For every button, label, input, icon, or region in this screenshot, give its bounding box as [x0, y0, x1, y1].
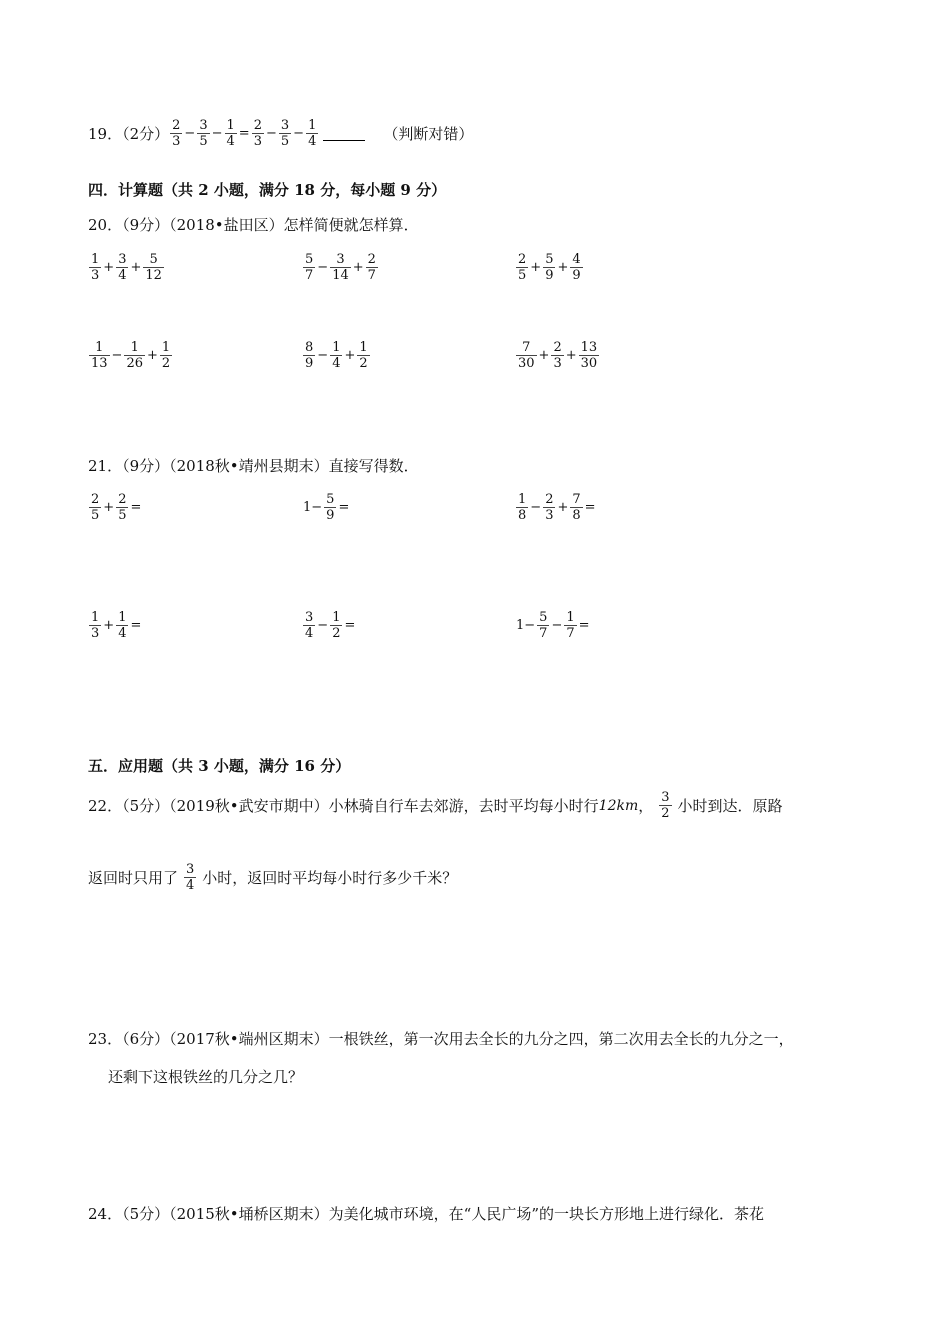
fraction	[303, 610, 315, 641]
fraction-denominator: 4	[118, 626, 127, 641]
operator: =	[338, 500, 350, 515]
fraction-denominator: 9	[545, 268, 554, 283]
fraction-numerator: 1	[118, 610, 127, 625]
fraction-numerator: 1	[226, 118, 235, 133]
q21-expression-2	[302, 492, 350, 523]
fraction-denominator: 14	[332, 268, 349, 283]
operator: +	[103, 618, 115, 633]
operator: +	[352, 260, 364, 275]
fraction-numerator: 7	[522, 340, 531, 355]
fraction-numerator: 4	[572, 252, 581, 267]
fraction	[366, 252, 378, 283]
section-5-heading: 五．应用题（共 3 小题，满分 16 分）	[88, 757, 351, 775]
fraction-denominator: 5	[518, 268, 527, 283]
fraction-numerator: 3	[280, 118, 290, 133]
fraction-numerator: 1	[161, 340, 171, 355]
fraction-numerator: 1	[130, 340, 139, 355]
q20-expression-4	[88, 340, 173, 371]
fraction-numerator: 2	[553, 340, 562, 355]
fraction	[303, 252, 315, 283]
return-time-fraction	[184, 862, 196, 893]
operator: +	[130, 260, 142, 275]
q21-expression-3	[515, 492, 597, 523]
fraction-numerator: 3	[118, 252, 127, 267]
fraction-denominator: 7	[539, 626, 548, 641]
answer-blank[interactable]	[323, 126, 365, 141]
q21-expression-1	[88, 492, 142, 523]
fraction-numerator: 8	[305, 340, 314, 355]
fraction-numerator: 3	[186, 862, 195, 877]
fraction	[116, 252, 128, 283]
operator: −	[265, 126, 277, 141]
operator: =	[344, 618, 356, 633]
fraction-denominator: 9	[305, 356, 314, 371]
question-22-text-d: 小时，返回时平均每小时行多少千米？	[202, 869, 458, 887]
fraction	[306, 118, 318, 149]
fraction-denominator: 5	[91, 508, 100, 523]
fraction-numerator: 2	[367, 252, 376, 267]
fraction-denominator: 3	[172, 134, 181, 149]
fraction	[570, 492, 582, 523]
fraction	[89, 492, 101, 523]
fraction-numerator: 3	[199, 118, 208, 133]
fraction-numerator: 1	[332, 610, 341, 625]
fraction	[143, 252, 164, 283]
q20-expression-6	[515, 340, 600, 371]
fraction-numerator: 2	[545, 492, 554, 507]
question-23-line-1: 23．（6分）（2017秋•端州区期末）一根铁丝，第一次用去全长的九分之四，第二次用去全长的九分之一，	[88, 1030, 794, 1048]
fraction	[543, 492, 555, 523]
fraction-numerator: 1	[91, 610, 100, 625]
fraction-numerator: 3	[305, 610, 314, 625]
fraction-denominator: 30	[518, 356, 535, 371]
q21-expression-6	[515, 610, 591, 641]
operator: +	[344, 348, 356, 363]
fraction-numerator: 7	[572, 492, 581, 507]
question-20-label: 20．（9分）（2018•盐田区）怎样简便就怎样算．	[88, 216, 419, 234]
question-19-suffix: （判断对错）	[383, 125, 474, 143]
q20-expression-5	[302, 340, 371, 371]
operator: +	[538, 348, 550, 363]
fraction	[116, 492, 128, 523]
fraction-numerator: 5	[149, 252, 158, 267]
fraction	[579, 340, 600, 371]
fraction-denominator: 4	[186, 878, 195, 893]
question-22-line-1	[88, 790, 783, 821]
fraction-numerator: 1	[95, 340, 104, 355]
question-22-line-2	[88, 862, 457, 893]
q20-expression-2	[302, 252, 379, 283]
fraction-denominator: 3	[553, 356, 562, 371]
fraction-numerator: 2	[91, 492, 100, 507]
fraction	[516, 252, 528, 283]
fraction	[170, 118, 182, 149]
fraction-numerator: 2	[172, 118, 181, 133]
operator: +	[530, 260, 542, 275]
fraction	[303, 340, 315, 371]
fraction-denominator: 5	[199, 134, 208, 149]
fraction	[197, 118, 209, 149]
operator: −	[317, 260, 329, 275]
fraction-numerator: 1	[566, 610, 575, 625]
fraction-numerator: 5	[326, 492, 335, 507]
fraction	[564, 610, 576, 641]
question-22-text-a: 22．（5分）（2019秋•武安市期中）小林骑自行车去郊游，去时平均每小时行	[88, 797, 599, 815]
fraction-denominator: 2	[332, 626, 341, 641]
speed-value: 12km	[598, 797, 639, 814]
fraction-denominator: 4	[305, 626, 314, 641]
fraction	[570, 252, 582, 283]
fraction	[124, 340, 145, 371]
operator: −	[111, 348, 123, 363]
fraction-numerator: 13	[580, 340, 598, 355]
fraction-numerator: 1	[359, 340, 368, 355]
fraction-denominator: 9	[326, 508, 335, 523]
section-4-heading: 四．计算题（共 2 小题，满分 18 分，每小题 9 分）	[88, 181, 447, 199]
operator: =	[130, 618, 142, 633]
time-fraction	[659, 790, 671, 821]
fraction-denominator: 3	[91, 626, 100, 641]
comma: ，	[638, 797, 654, 815]
question-19-label: 19．（2分）	[88, 125, 170, 143]
fraction-denominator: 7	[305, 268, 314, 283]
fraction-numerator: 2	[518, 252, 527, 267]
fraction-denominator: 2	[661, 806, 670, 821]
operator: +	[103, 500, 115, 515]
fraction-denominator: 4	[308, 134, 317, 149]
fraction-denominator: 13	[91, 356, 108, 371]
operator: +	[557, 260, 569, 275]
fraction-numerator: 5	[545, 252, 554, 267]
fraction-numerator: 3	[661, 790, 670, 805]
operator: +	[147, 348, 158, 363]
question-22-text-c: 返回时只用了	[88, 869, 179, 887]
fraction	[279, 118, 291, 149]
question-23-line-2: 还剩下这根铁丝的几分之几？	[108, 1068, 304, 1086]
fraction	[357, 340, 369, 371]
fraction-denominator: 12	[145, 268, 162, 283]
fraction-denominator: 3	[91, 268, 100, 283]
operator: +	[557, 500, 569, 515]
question-19	[88, 118, 473, 149]
operator: =	[578, 618, 590, 633]
operator: −	[551, 618, 563, 633]
fraction	[330, 610, 342, 641]
operator: −	[317, 348, 329, 363]
fraction	[89, 252, 101, 283]
operator: −	[530, 500, 542, 515]
fraction-denominator: 26	[126, 356, 143, 371]
fraction-denominator: 2	[161, 356, 171, 371]
fraction	[543, 252, 555, 283]
fraction	[225, 118, 237, 149]
fraction-numerator: 1	[518, 492, 527, 507]
operator: −	[293, 126, 305, 141]
fraction-denominator: 8	[518, 508, 527, 523]
fraction-denominator: 4	[226, 134, 235, 149]
fraction	[116, 610, 128, 641]
operator: +	[565, 348, 577, 363]
fraction	[330, 340, 342, 371]
operator: 1−	[303, 500, 323, 515]
question-24-line-1: 24．（5分）（2015秋•埇桥区期末）为美化城市环境，在“人民广场”的一块长方形地上进行绿化．茶花	[88, 1205, 764, 1223]
fraction	[160, 340, 172, 371]
fraction-denominator: 4	[118, 268, 127, 283]
fraction	[324, 492, 336, 523]
question-22-text-b: 小时到达．原路	[677, 797, 783, 815]
fraction	[89, 340, 110, 371]
fraction-denominator: 30	[580, 356, 598, 371]
fraction-numerator: 1	[308, 118, 317, 133]
fraction-denominator: 5	[118, 508, 127, 523]
q21-expression-4	[88, 610, 142, 641]
fraction-numerator: 2	[118, 492, 127, 507]
operator: =	[130, 500, 142, 515]
fraction-denominator: 4	[332, 356, 341, 371]
fraction	[330, 252, 351, 283]
fraction-numerator: 2	[253, 118, 262, 133]
operator: 1−	[516, 618, 536, 633]
fraction-numerator: 1	[332, 340, 341, 355]
operator: −	[317, 618, 329, 633]
fraction	[516, 340, 537, 371]
fraction-denominator: 2	[359, 356, 368, 371]
fraction	[252, 118, 264, 149]
fraction-denominator: 7	[367, 268, 376, 283]
fraction-numerator: 3	[336, 252, 345, 267]
fraction-numerator: 5	[305, 252, 314, 267]
fraction-denominator: 8	[572, 508, 581, 523]
fraction-denominator: 5	[280, 134, 290, 149]
fraction-numerator: 5	[539, 610, 548, 625]
q21-expression-5	[302, 610, 356, 641]
fraction-denominator: 7	[566, 626, 575, 641]
fraction-denominator: 3	[253, 134, 262, 149]
operator: −	[184, 126, 196, 141]
q20-expression-3	[515, 252, 584, 283]
operator: =	[584, 500, 596, 515]
fraction	[551, 340, 563, 371]
operator: +	[103, 260, 115, 275]
question-19-expression	[169, 118, 319, 149]
fraction-denominator: 9	[572, 268, 581, 283]
q20-expression-1	[88, 252, 165, 283]
fraction-numerator: 1	[91, 252, 100, 267]
fraction	[537, 610, 549, 641]
question-21-label: 21．（9分）（2018秋•靖州县期末）直接写得数．	[88, 457, 419, 475]
operator: −	[211, 126, 223, 141]
fraction	[516, 492, 528, 523]
fraction-denominator: 3	[545, 508, 554, 523]
fraction	[89, 610, 101, 641]
operator: =	[238, 126, 250, 141]
